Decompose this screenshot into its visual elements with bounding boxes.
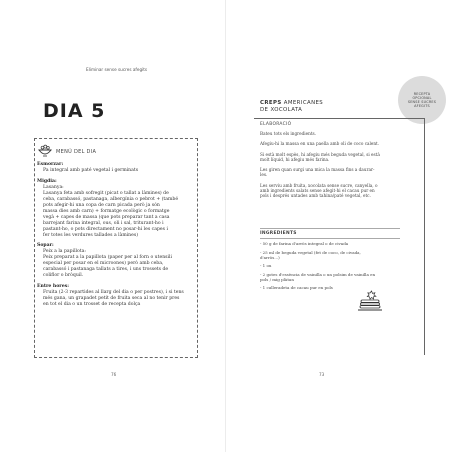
- meal-line: coliflor o bròquil.: [43, 273, 84, 278]
- meal-line: Lasanya feta amb sofregit (picat o tallat a làmines) de: [43, 190, 169, 196]
- badge-line: AFEGITS: [414, 104, 430, 109]
- day-title: DIA 5: [43, 100, 106, 122]
- recipe-title: [260, 100, 400, 114]
- steps-list: [260, 131, 380, 204]
- badge-line: SENSE SUCRES: [407, 100, 437, 104]
- page-number: 73: [319, 372, 325, 377]
- bowl-icon: [38, 144, 52, 157]
- pancake-stack-icon: [357, 290, 383, 314]
- ingredient-item: - 2 gotes d'essència de vainilla o un polsim de vainilla en pols / mig plàtan: [260, 271, 376, 282]
- ingredient-item: - 25 ml de beguda vegetal (fet de coco, de civada, d'arròs...): [260, 249, 361, 260]
- elaboracio-heading: ELABORACIÓ: [260, 122, 292, 127]
- ingredient-item: - 50 g de farina d'arròs integral o de civada: [260, 241, 349, 246]
- divider: [260, 228, 400, 229]
- ingredients-list: [260, 241, 376, 294]
- meal-title-dinner: Sopar:: [37, 243, 54, 248]
- meal-line: especial per posar en el microones) però amb ceba,: [43, 261, 164, 266]
- dish-name: Lasanya:: [43, 184, 64, 190]
- recipe-title-line2: DE XOCOLATA: [260, 107, 303, 113]
- meal-line: més gana, un grapadet petit de fruita seca al no tenir pres: [43, 295, 180, 301]
- step-item: Afegiu-hi la massa en una paella amb oli de coco calent.: [260, 141, 380, 147]
- ingredients-heading: INGREDIENTS: [260, 231, 297, 236]
- meal-line: fer totes les verdures tallades a làmines): [43, 232, 139, 238]
- page-number: 76: [111, 372, 117, 377]
- menu-label: MENÚ DEL DIA: [56, 149, 97, 155]
- divider: [260, 238, 400, 239]
- menu-content: [37, 162, 193, 308]
- recipe-title-rest: AMERICANES: [281, 100, 324, 106]
- meal-line: carabassó i pastanaga tallats a tires, i uns trossets de: [43, 267, 169, 272]
- step-item: Si està molt espès, hi afegiu més beguda vegetal, si està molt líquid, hi afegiu més farina.: [260, 151, 380, 162]
- ingredient-item: - 1 ou: [260, 263, 272, 268]
- recipe-title-bold: CREPS: [260, 100, 282, 106]
- step-item: Les giren quan surgi una mica la massa fins a daurar-les.: [260, 167, 375, 178]
- right-page: [226, 0, 452, 452]
- meal-title-snacks: Entre hores:: [37, 283, 69, 289]
- dish-name: Peix a la papillota:: [43, 249, 86, 254]
- meal-line: barrejant farina integral, ous, oli i sal, triturant-ho i: [43, 220, 164, 226]
- meal-line: vegà + capes de massa (que pots preparar tant a casa: [43, 214, 170, 220]
- step-item: Bateu tots els ingredients.: [260, 131, 316, 136]
- ingredient-item: - 1 culleradeta de cacau pur en pols: [260, 285, 333, 290]
- meal-line: Fruita (2-3 repartides al llarg del dia o per postres), i si tens: [43, 289, 184, 295]
- meal-line: ceba, carabassó, pastanaga, albergínia o pebrot + (també: [43, 196, 179, 202]
- meal-line: Peix preparat a la papillota (paper per al forn o utensili: [43, 255, 172, 260]
- meal-title-lunch: Migdia:: [37, 178, 57, 184]
- optional-recipe-badge: [398, 76, 446, 124]
- meal-line: pastant-ho, o pots directament no posar-hi les capes i: [43, 226, 168, 232]
- badge-line: RECEPTA: [413, 91, 431, 96]
- meal-line: massa dies amb carn) + formatge ecològic o formatge: [43, 208, 170, 214]
- badge-line: OPCIONAL: [412, 95, 432, 100]
- meal-line: pots afegir-hi una copa de carn picada però ja són: [43, 202, 160, 208]
- step-item: Les serviu amb fruita, xocolata sense sucre, canyella, o amb ingredients salats sense afegit-hi el cacau pur en pols i després untades amb tahina/paté vegetal, etc.: [260, 182, 378, 199]
- running-head: Eliminar sense sucres afegits: [86, 67, 148, 72]
- meal-line: Pa integral amb paté vegetal i germinats: [43, 168, 139, 173]
- meal-line: en tot el dia o un trosset de recepta dolça: [43, 301, 141, 307]
- meal-title-breakfast: Esmorzar:: [37, 162, 64, 167]
